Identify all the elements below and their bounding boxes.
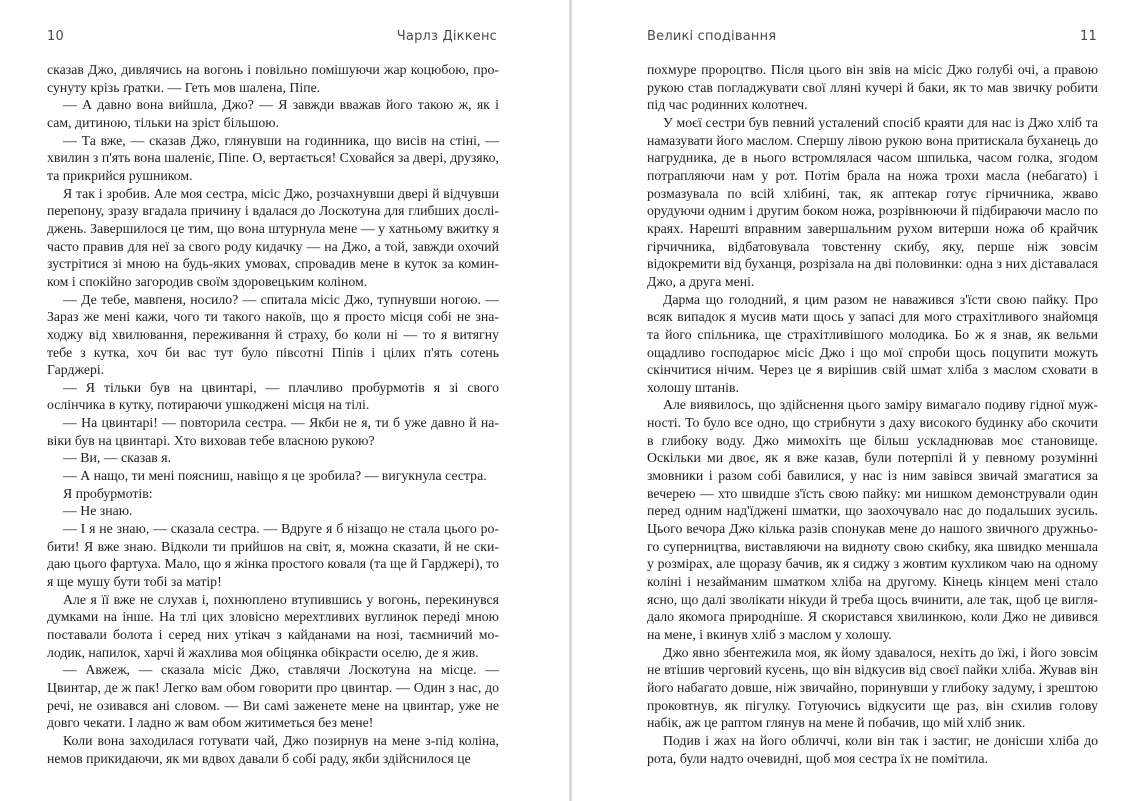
paragraph: Я так і зробив. Але моя сестра, місіс Джо, розчахнувши двері й відчувши перепону, зразу вгадала причину і вдалася до Лоскотуна для глибших досліджень. Завершилося це тим, що вона штурнула мене — у хатньому вжитку я часто правив для неї за свого роду кидачку — на Джо, а той, завжди охочий зустрітися зі мною на будь-яких умовах, спровадив мене в куток за коминком і спокійно загородив своїм здоровецьким коліном. <box>47 185 499 289</box>
paragraph: — І я не знаю, — сказала сестра. — Вдруге я б нізащо не стала цього робити! Я вже знаю. Відколи ти прийшов на світ, я, можна сказати, й не скидаю цього фартуха. Мало, що я жінка простого коваля (та ще й Гарджері), то я ще мушу бути тобі за матір! <box>47 521 499 590</box>
right-page <box>572 0 1142 801</box>
paragraph: — А давно вона вийшла, Джо? — Я завжди вважав його такою ж, як і сам, дитиною, тільки на зріст більшою. <box>47 97 499 130</box>
paragraph: — На цвинтарі! — повторила сестра. — Якби не я, ти б уже давно й навіки був на цвинтарі. Хто виховав тебе власною рукою? <box>47 415 499 448</box>
paragraph: Коли вона заходилася готувати чай, Джо позирнув на мене з-під коліна, немов прикидаючи, як ми вдвох давали б собі раду, якби здійснилося це <box>47 732 499 766</box>
paragraph: Подив і жах на його обличчі, коли він так і застиг, не донісши хліба до рота, були надто очевидні, щоб моя сестра їх не помітила. <box>647 732 1098 766</box>
paragraph: сказав Джо, дивлячись на вогонь і повільно помішуючи жар коцюбою, просунуту крізь ґратки. — Геть мов шалена, Піпе. <box>47 62 499 95</box>
page-body <box>647 61 1098 767</box>
paragraph: — Де тебе, мавпеня, носило? — спитала місіс Джо, тупнувши ногою. — Зараз же мені кажи, чого ти такого накоїв, що я просто місця собі не знаходжу від хвилювання, переживання й страху, бо коли ні — то я витягну тебе з кутка, хоч би вас тут було півсотні Піпів і цілих п'ять сотень Гарджері. <box>47 291 499 378</box>
paragraph: — Не знаю. <box>63 503 133 519</box>
running-head: Чарлз Діккенс <box>396 29 497 44</box>
paragraph: Я пробурмотів: <box>63 485 153 501</box>
paragraph: У моєї сестри був певний усталений спосіб краяти для нас із Джо хліб та намазувати його маслом. Спершу лівою рукою вона притискала буханець до нагрудника, де в нього встромлялася часом шпилька, часом голка, згодом потрапляючи нам у рот. Потім брала на ножа трохи масла (небагато) і розмазувала по всій хлібині, так, як аптекар готує гірчичника, жваво орудуючи одним і другим боком ножа, розрівнюючи й підбираючи масло по краях. Нарешті вправним завершальним рухом витерши ножа об крайчик гірчичника, відбатовувала товстенну скибу, яку, перше ніж зовсім відокремити від буханця, розрізала на дві половинки: одна з них діставалася Джо, а друга мені. <box>647 114 1098 289</box>
paragraph: — Та вже, — сказав Джо, глянувши на годинника, що висів на стіні, — хвилин з п'ять вона шаленіє, Піпе. О, вертається! Сховайся за двері, друзяко, та прикрийся рушником. <box>47 132 499 183</box>
page-number: 11 <box>1080 29 1097 44</box>
paragraph: — Ви, — сказав я. <box>63 450 172 466</box>
page-number: 10 <box>47 29 64 44</box>
paragraph: — Я тільки був на цвинтарі, — плачливо пробурмотів я зі свого ослінчика в кутку, потираючи ушкоджені місця на тілі. <box>47 379 499 413</box>
paragraph: — Авжеж, — сказала місіс Джо, ставлячи Лоскотуна на місце. — Цвинтар, де ж пак! Легко вам обом говорити про цвинтар. — Один з нас, до речі, не озивався ані словом. — Ви самі заженете мене на цвинтар, уже не довго чекати. І ладно ж вам обом житиметься без мене! <box>47 662 499 731</box>
paragraph: Джо явно збентежила моя, як йому здавалося, нехіть до їжі, і його зовсім не втішив черговий кусень, що він відкусив від своєї пайки хліба. Жував він його набагато довше, ніж звичайно, поринувши у глибоку задуму, і зрештою проковтнув, як пігулку. Готуючись відкусити ще раз, він схилив голову набік, аж це раптом глянув на мене й побачив, що мій хліб зник. <box>647 644 1098 731</box>
running-head: Великі сподівання <box>647 29 777 44</box>
paragraph: Дарма що голодний, я цим разом не наважився з'їсти свою пайку. Про всяк випадок я мусив мати щось у запасі для мого страхітливого знайомця та його спільника, ще страхітливішого молодика. Бо ж я знав, як вельми ощадливо господарює місіс Джо і що мої спроби щось поцупити можуть скінчитися нічим. Через це я вирішив свій шмат хліба з маслом сховати в холошу штанів. <box>647 291 1098 395</box>
left-page <box>0 0 570 801</box>
paragraph: — А нащо, ти мені поясниш, навіщо я це зробила? — вигукнула сестра. <box>63 468 487 484</box>
page-body <box>47 61 499 767</box>
paragraph: Але я її вже не слухав і, похнюплено втупившись у вогонь, перекинувся думками на інше. На тлі цих зловісно мерехтливих вуглинок переді мною поставали болота і серед них утікач з кайданами на нозі, таємничий молодик, напилок, харчі й жахлива моя обіцянка обікрасти оселю, де я жив. <box>47 591 499 660</box>
paragraph: Але виявилось, що здійснення цього заміру вимагало подиву гідної мужності. То було все одно, що стрибнути з даху високого будинку або скочити в глибоку воду. Джо мимохіть ще більш ускладнював моє становище. Оскільки ми двоє, як я вже казав, були потерпілі й у певному розумінні змовники і разом собі бавилися, у нас із ним завівся звичай змагатися за вечерею — хто швидше з'їсть свою пайку: ми нишком демонстрували один перед одним над'їджені шматки, що заохочувало нас до подальших зусиль. Цього вечора Джо кілька разів спонукав мене до нашого звичного дружнього суперництва, виставляючи на видноту свою скибку, яка швидко меншала у розмірах, але щоразу бачив, як я сиджу з жовтим кухликом чаю на одному коліні і незайманим шматком хліба на другому. Кінець кінцем мені стало ясно, що далі зволікати нікуди й треба щось вчинити, але так, щоб це виглядало якомога природніше. Я скористався хвилинкою, коли Джо не дивився на мене, і вкинув хліб з маслом у холошу. <box>647 397 1098 642</box>
paragraph: похмуре пророцтво. Після цього він звів на місіс Джо голубі очі, а правою рукою став погладжувати свої лляні кучері й баки, як то мав звичку робити під час родинних колотнеч. <box>647 62 1098 113</box>
